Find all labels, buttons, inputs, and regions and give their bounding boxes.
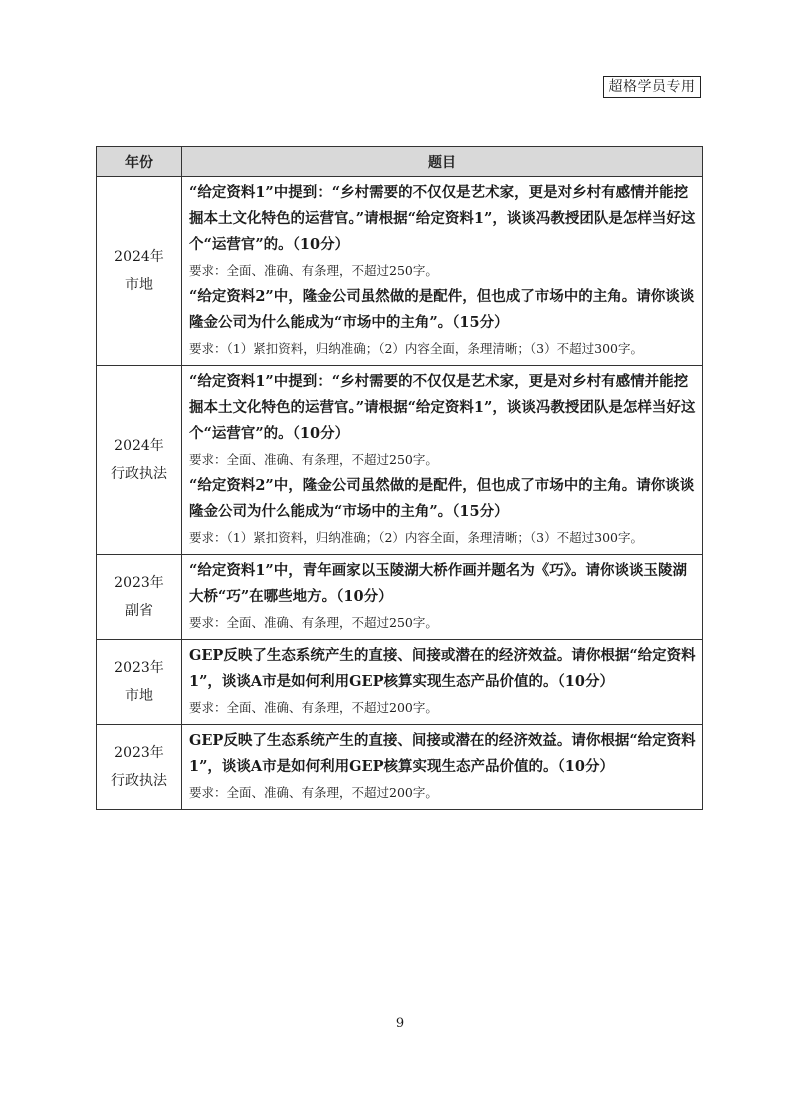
question-cell [182, 366, 703, 555]
table-row [97, 725, 703, 810]
table-row [97, 366, 703, 555]
requirement-text: 要求：全面、准确、有条理，不超过250字。 [189, 615, 438, 630]
question-column-header: 题目 [182, 147, 703, 177]
requirement-text: 要求：（1）紧扣资料，归纳准确；（2）内容全面，条理清晰；（3）不超过300字。 [189, 530, 643, 545]
year-cell [97, 725, 182, 810]
question-cell [182, 725, 703, 810]
exam-type-label: 市地 [125, 277, 153, 293]
table-row [97, 555, 703, 640]
year-column-header: 年份 [97, 147, 182, 177]
exam-type-label: 副省 [125, 603, 153, 619]
question-text: “给定资料2”中，隆金公司虽然做的是配件，但也成了市场中的主角。请你谈谈隆金公司为什么能成为“市场中的主角”。（15分） [189, 477, 695, 520]
year-label: 2024年 [114, 438, 164, 454]
exam-question-table [96, 146, 703, 810]
year-label: 2023年 [114, 575, 164, 591]
year-cell [97, 555, 182, 640]
year-cell [97, 640, 182, 725]
question-text: “给定资料2”中，隆金公司虽然做的是配件，但也成了市场中的主角。请你谈谈隆金公司为什么能成为“市场中的主角”。（15分） [189, 288, 695, 331]
question-text: “给定资料1”中，青年画家以玉陵湖大桥作画并题名为《巧》。请你谈谈玉陵湖大桥“巧”在哪些地方。（10分） [189, 562, 688, 605]
year-cell [97, 366, 182, 555]
requirement-text: 要求：全面、准确、有条理，不超过250字。 [189, 452, 438, 467]
question-cell [182, 555, 703, 640]
requirement-text: 要求：全面、准确、有条理，不超过200字。 [189, 700, 438, 715]
page-number: 9 [395, 1016, 405, 1031]
question-text: “给定资料1”中提到：“乡村需要的不仅仅是艺术家，更是对乡村有感情并能挖掘本土文化特色的运营官。”请根据“给定资料1”，谈谈冯教授团队是怎样当好这个“运营官”的。（10分） [189, 184, 696, 253]
requirement-text: 要求：（1）紧扣资料，归纳准确；（2）内容全面，条理清晰；（3）不超过300字。 [189, 341, 643, 356]
exam-type-label: 行政执法 [111, 466, 167, 482]
requirement-text: 要求：全面、准确、有条理，不超过200字。 [189, 785, 438, 800]
table-row [97, 177, 703, 366]
table-header-row [97, 147, 703, 177]
year-cell [97, 177, 182, 366]
student-only-badge: 超格学员专用 [603, 76, 701, 98]
year-label: 2023年 [114, 660, 164, 676]
year-label: 2023年 [114, 745, 164, 761]
exam-type-label: 市地 [125, 688, 153, 704]
question-cell [182, 177, 703, 366]
question-text: GEP反映了生态系统产生的直接、间接或潜在的经济效益。请你根据“给定资料1”，谈谈A市是如何利用GEP核算实现生态产品价值的。（10分） [189, 732, 696, 775]
table-row [97, 640, 703, 725]
exam-type-label: 行政执法 [111, 773, 167, 789]
question-text: GEP反映了生态系统产生的直接、间接或潜在的经济效益。请你根据“给定资料1”，谈谈A市是如何利用GEP核算实现生态产品价值的。（10分） [189, 647, 696, 690]
year-label: 2024年 [114, 249, 164, 265]
requirement-text: 要求：全面、准确、有条理，不超过250字。 [189, 263, 438, 278]
question-cell [182, 640, 703, 725]
question-text: “给定资料1”中提到：“乡村需要的不仅仅是艺术家，更是对乡村有感情并能挖掘本土文化特色的运营官。”请根据“给定资料1”，谈谈冯教授团队是怎样当好这个“运营官”的。（10分） [189, 373, 696, 442]
